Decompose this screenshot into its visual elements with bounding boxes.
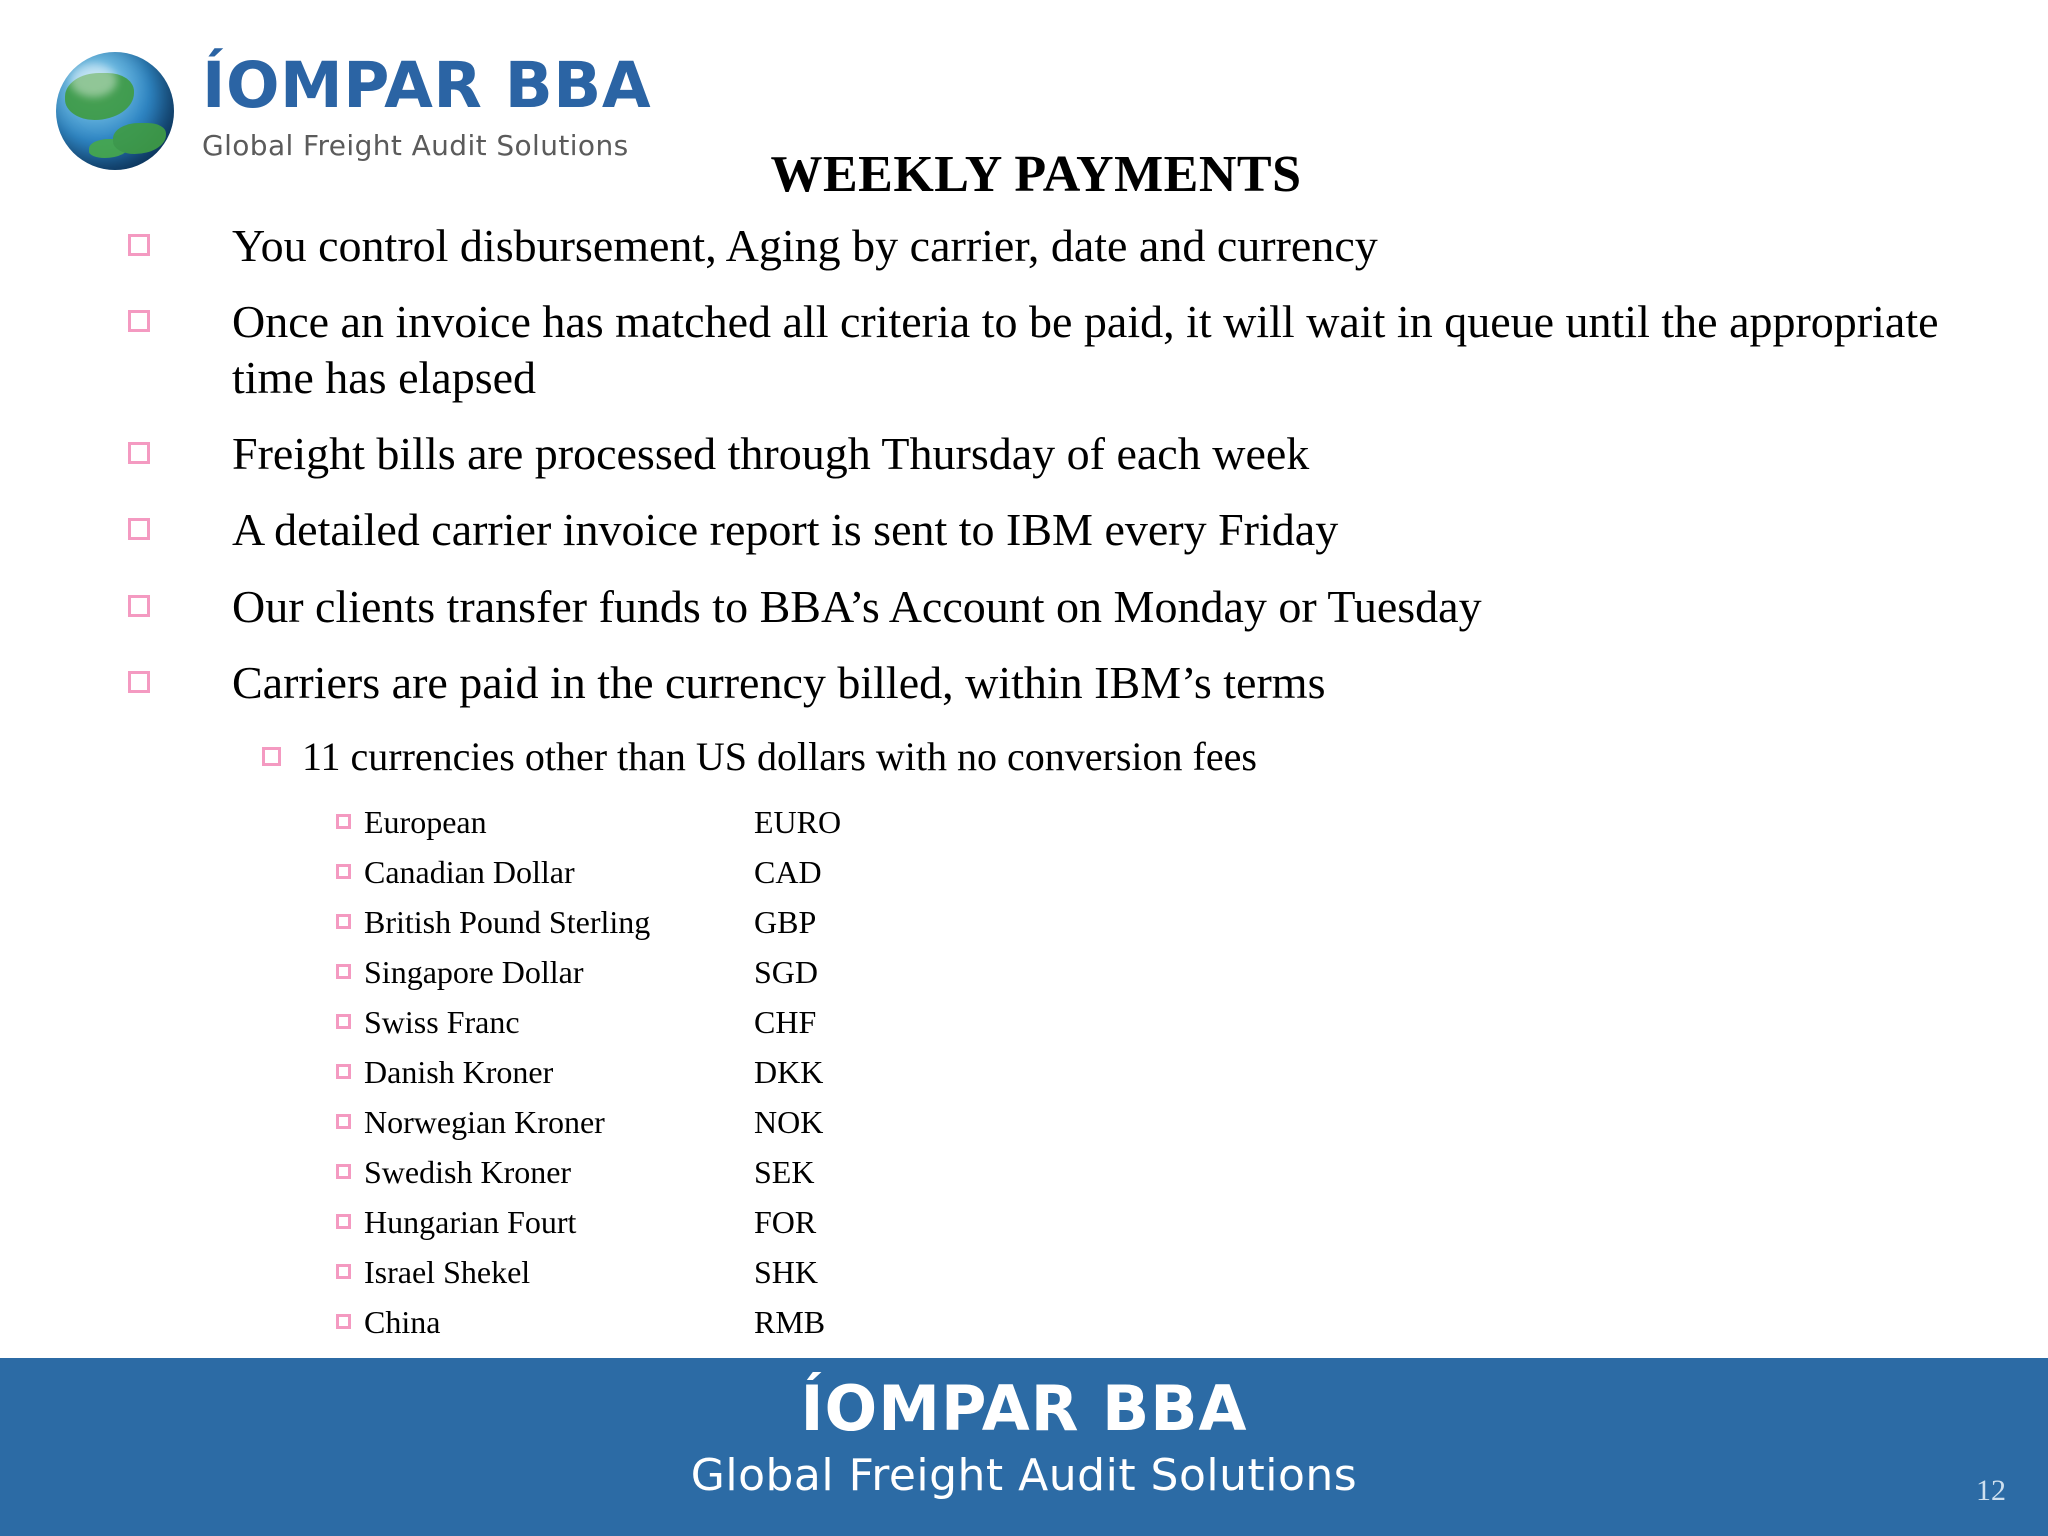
bullet-square-icon (128, 671, 150, 693)
currency-code: EURO (754, 803, 842, 840)
currency-code: GBP (754, 903, 817, 940)
bullet-square-icon (128, 310, 150, 332)
bullet-item (0, 579, 2048, 635)
currency-list (0, 797, 2048, 1347)
bullet-square-icon (336, 1014, 351, 1029)
currency-code: DKK (754, 1053, 824, 1090)
currency-name: Swedish Kroner (364, 1153, 572, 1190)
bullet-square-icon (336, 914, 351, 929)
logo-subtitle: Global Freight Audit Solutions (202, 129, 629, 162)
bullet-text: Once an invoice has matched all criteria to be paid, it will wait in queue until the appropriate time has elapsed (232, 296, 1939, 404)
currency-name: Singapore Dollar (364, 953, 584, 990)
currency-name: British Pound Sterling (364, 903, 651, 940)
list-item (336, 1247, 2048, 1297)
currency-name: Danish Kroner (364, 1053, 554, 1090)
list-item (336, 797, 2048, 847)
bullet-text: Our clients transfer funds to BBA’s Account on Monday or Tuesday (232, 580, 1482, 632)
currency-name: Swiss Franc (364, 1003, 520, 1040)
currency-code: SHK (754, 1253, 819, 1290)
bullet-square-icon (128, 518, 150, 540)
currency-code: CHF (754, 1003, 817, 1040)
list-item (336, 1297, 2048, 1347)
slide-body (0, 218, 2048, 1347)
bullet-square-icon (336, 1214, 351, 1229)
bullet-square-icon (128, 595, 150, 617)
sub-bullet-item (0, 733, 2048, 781)
list-item (336, 1097, 2048, 1147)
bullet-item (0, 218, 2048, 274)
bullet-text: Freight bills are processed through Thursday of each week (232, 428, 1310, 480)
slide-footer (0, 1358, 2048, 1536)
currency-code: CAD (754, 853, 822, 890)
bullet-square-icon (336, 1114, 351, 1129)
currency-code: FOR (754, 1203, 817, 1240)
logo-title: ÍOMPAR BBA (202, 49, 652, 122)
currency-code: SEK (754, 1153, 815, 1190)
bullet-item (0, 502, 2048, 558)
footer-title: ÍOMPAR BBA (800, 1372, 1248, 1445)
bullet-item (0, 655, 2048, 711)
currency-name: Hungarian Fourt (364, 1203, 577, 1240)
sub-bullet-text: 11 currencies other than US dollars with no conversion fees (302, 733, 1257, 779)
list-item (336, 947, 2048, 997)
page-title (0, 145, 2048, 204)
bullet-square-icon (336, 964, 351, 979)
bullet-text: A detailed carrier invoice report is sent to IBM every Friday (232, 504, 1339, 556)
page-number: 12 (1976, 1474, 2006, 1507)
currency-name: European (364, 803, 487, 840)
list-item (336, 1047, 2048, 1097)
bullet-square-icon (336, 1314, 351, 1329)
currency-name: Canadian Dollar (364, 853, 575, 890)
list-item (336, 897, 2048, 947)
currency-name: Norwegian Kroner (364, 1103, 605, 1140)
currency-name: Israel Shekel (364, 1253, 531, 1290)
page-title-text: WEEKLY PAYMENTS (770, 146, 1302, 203)
bullet-square-icon (336, 1164, 351, 1179)
bullet-item (0, 426, 2048, 482)
bullet-square-icon (262, 747, 281, 766)
bullet-square-icon (336, 1264, 351, 1279)
bullet-square-icon (128, 234, 150, 256)
currency-name: China (364, 1303, 441, 1340)
currency-code: NOK (754, 1103, 824, 1140)
bullet-square-icon (336, 1064, 351, 1079)
bullet-square-icon (336, 864, 351, 879)
bullet-square-icon (336, 814, 351, 829)
currency-code: SGD (754, 953, 819, 990)
currency-code: RMB (754, 1303, 826, 1340)
bullet-text: Carriers are paid in the currency billed, within IBM’s terms (232, 656, 1326, 708)
bullet-item (0, 294, 2048, 406)
list-item (336, 1197, 2048, 1247)
list-item (336, 1147, 2048, 1197)
list-item (336, 997, 2048, 1047)
bullet-square-icon (128, 442, 150, 464)
footer-subtitle: Global Freight Audit Solutions (690, 1450, 1358, 1501)
bullet-text: You control disbursement, Aging by carrier, date and currency (232, 220, 1378, 271)
list-item (336, 847, 2048, 897)
